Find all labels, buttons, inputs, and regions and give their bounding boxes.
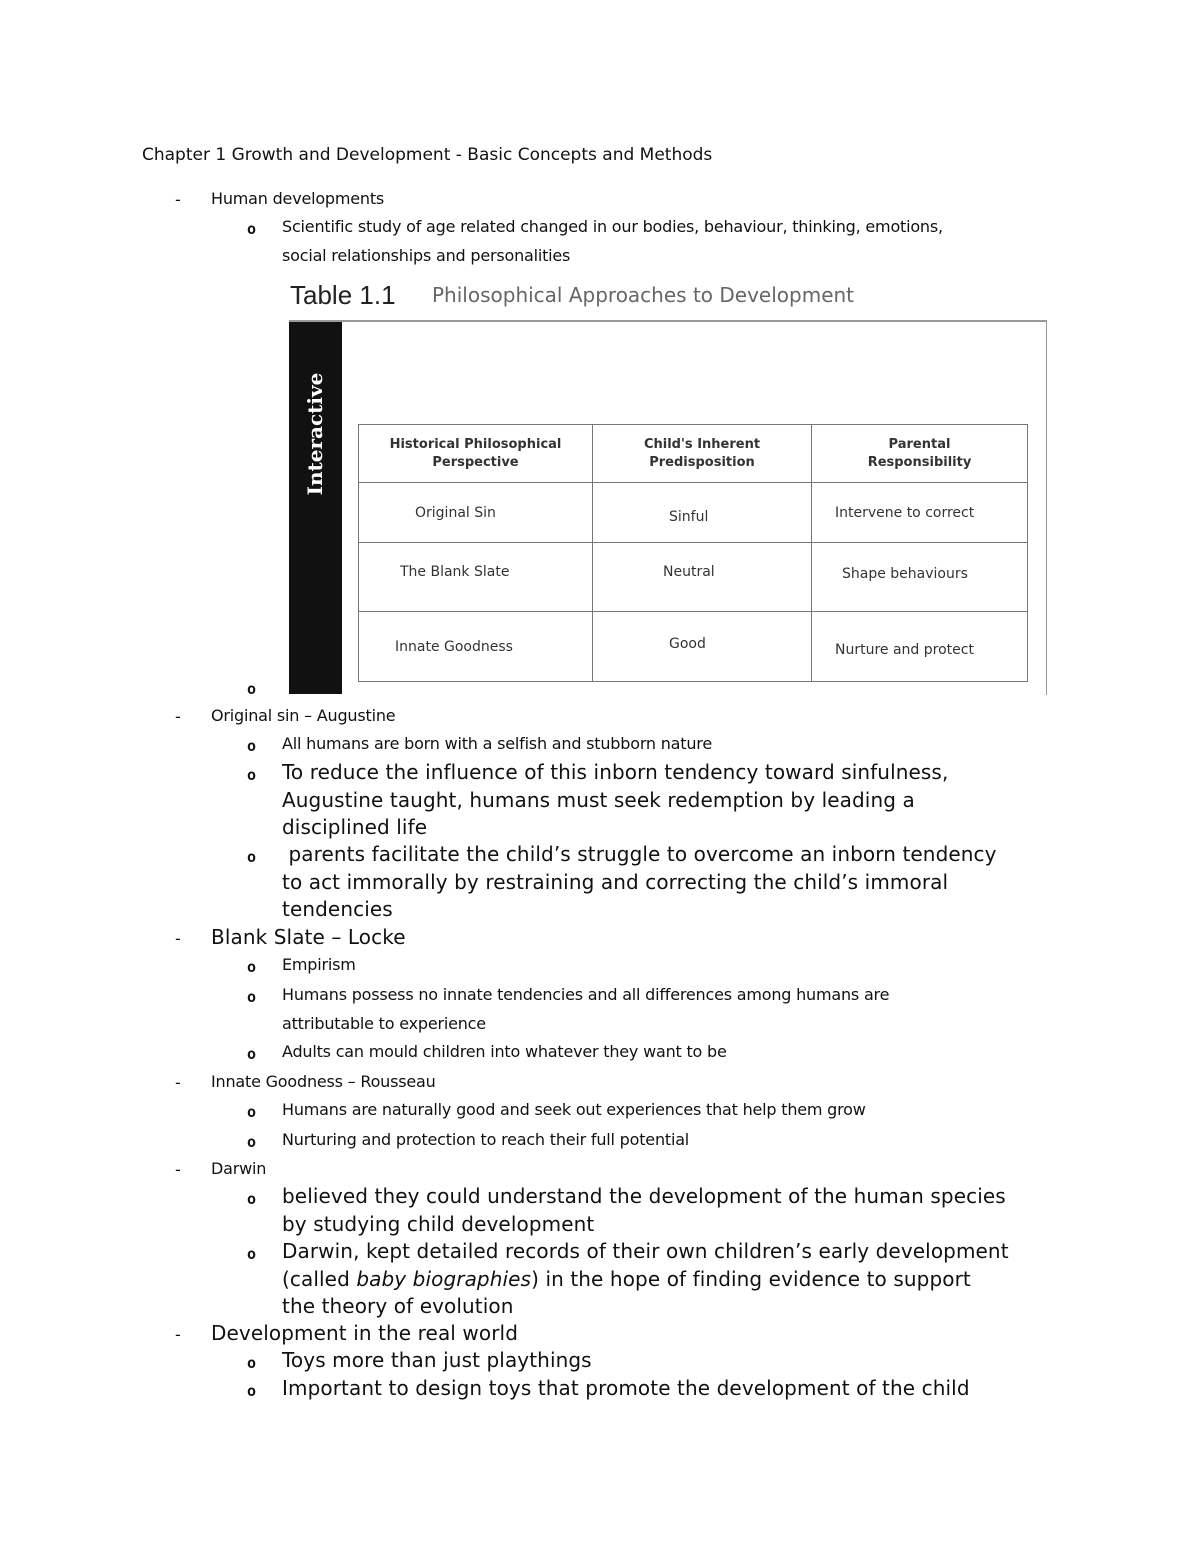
real-world-point-1: Toys more than just playthings [282, 1348, 592, 1372]
blank-slate-point-2-line1: Humans possess no innate tendencies and all differences among humans are [282, 985, 890, 1004]
table-cell: Sinful [593, 483, 812, 543]
table-cell: Nurture and protect [812, 612, 1028, 682]
real-world-point-2: Important to design toys that promote the development of the child [282, 1376, 970, 1400]
figure-title: Philosophical Approaches to Development [432, 283, 855, 307]
table-cell: The Blank Slate [359, 543, 593, 612]
innate-goodness-point-1: Humans are naturally good and seek out experiences that help them grow [282, 1100, 866, 1119]
dash-marker: - [175, 929, 181, 948]
bullet-marker: o [247, 737, 257, 755]
philosophical-approaches-table [358, 424, 1028, 682]
original-sin-point-2-line1: To reduce the influence of this inborn tendency toward sinfulness, [282, 760, 949, 784]
header-historical-perspective: Historical Philosophical Perspective [359, 425, 593, 483]
blank-slate-label: Blank Slate – Locke [211, 925, 406, 949]
darwin-point-2-line3: the theory of evolution [282, 1294, 514, 1318]
dash-marker: - [175, 1073, 181, 1092]
baby-biographies-term: baby biographies [356, 1267, 532, 1291]
original-sin-point-1: All humans are born with a selfish and stubborn nature [282, 734, 712, 753]
blank-slate-point-3: Adults can mould children into whatever they want to be [282, 1042, 727, 1061]
table-cell: Innate Goodness [359, 612, 593, 682]
figure-number: Table 1.1 [290, 280, 396, 310]
blank-slate-point-1: Empirism [282, 955, 356, 974]
original-sin-point-3-line3: tendencies [282, 897, 393, 921]
human-dev-def-line2: social relationships and personalities [282, 246, 571, 265]
darwin-point-2-line2: (called baby biographies) in the hope of finding evidence to support [282, 1267, 971, 1291]
darwin-point-1-line1: believed they could understand the development of the human species [282, 1184, 1006, 1208]
original-sin-point-2-line3: disciplined life [282, 815, 428, 839]
table-row [359, 483, 1028, 543]
table-row [359, 543, 1028, 612]
original-sin-label: Original sin – Augustine [211, 706, 396, 725]
darwin-point-2-line1: Darwin, kept detailed records of their own children’s early development [282, 1239, 1009, 1263]
bullet-marker: o [247, 766, 257, 784]
blank-slate-point-2-line2: attributable to experience [282, 1014, 486, 1033]
table-cell: Good [593, 612, 812, 682]
table-cell: Original Sin [359, 483, 593, 543]
figure-sidebar [289, 322, 342, 694]
bullet-marker: o [247, 220, 257, 238]
table-cell: Shape behaviours [812, 543, 1028, 612]
dash-marker: - [175, 190, 181, 209]
original-sin-point-3-line1: parents facilitate the child’s struggle to overcome an inborn tendency [282, 842, 997, 866]
bullet-marker: o [247, 1190, 257, 1208]
table-row [359, 612, 1028, 682]
header-childs-predisposition: Child's Inherent Predisposition [593, 425, 812, 483]
darwin-label: Darwin [211, 1159, 267, 1178]
innate-goodness-label: Innate Goodness – Rousseau [211, 1072, 436, 1091]
table-cell: Intervene to correct [812, 483, 1028, 543]
table-cell: Neutral [593, 543, 812, 612]
bullet-marker: o [247, 1354, 257, 1372]
page-title: Chapter 1 Growth and Development - Basic Concepts and Methods [142, 145, 713, 165]
real-world-label: Development in the real world [211, 1321, 518, 1345]
bullet-marker: o [247, 848, 257, 866]
sidebar-label: Interactive [303, 372, 327, 496]
human-dev-def-line1: Scientific study of age related changed in our bodies, behaviour, thinking, emotions, [282, 217, 943, 236]
bullet-marker: o [247, 680, 257, 698]
original-sin-point-2-line2: Augustine taught, humans must seek redemption by leading a [282, 788, 915, 812]
bullet-marker: o [247, 1245, 257, 1263]
dash-marker: - [175, 1325, 181, 1344]
human-dev-label: Human developments [211, 189, 385, 208]
dash-marker: - [175, 1160, 181, 1179]
darwin-point-1-line2: by studying child development [282, 1212, 595, 1236]
bullet-marker: o [247, 958, 257, 976]
bullet-marker: o [247, 1103, 257, 1121]
original-sin-point-3-line2: to act immorally by restraining and correcting the child’s immoral [282, 870, 949, 894]
bullet-marker: o [247, 1045, 257, 1063]
bullet-marker: o [247, 1382, 257, 1400]
table-header-row [359, 425, 1028, 483]
header-parental-responsibility: Parental Responsibility [812, 425, 1028, 483]
bullet-marker: o [247, 988, 257, 1006]
innate-goodness-point-2: Nurturing and protection to reach their full potential [282, 1130, 690, 1149]
dash-marker: - [175, 707, 181, 726]
bullet-marker: o [247, 1133, 257, 1151]
